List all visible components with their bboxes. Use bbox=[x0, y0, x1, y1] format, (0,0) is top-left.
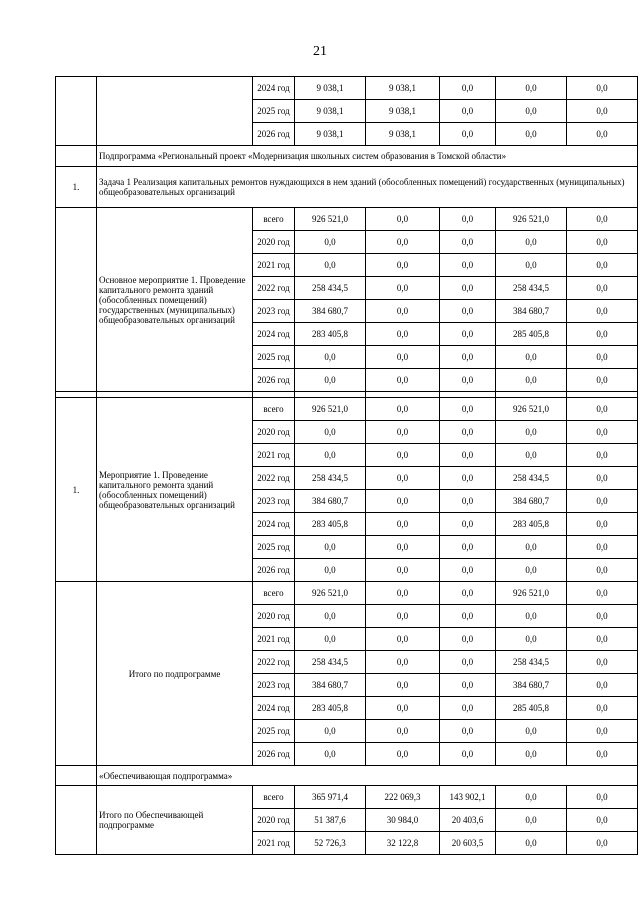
value-cell: 0,0 bbox=[295, 628, 366, 651]
year-cell: 2025 год bbox=[253, 100, 295, 123]
value-cell: 222 069,3 bbox=[366, 786, 440, 809]
value-cell: 0,0 bbox=[295, 231, 366, 254]
value-cell: 9 038,1 bbox=[295, 77, 366, 100]
year-cell: 2024 год bbox=[253, 77, 295, 100]
value-cell: 0,0 bbox=[567, 674, 638, 697]
year-cell: 2021 год bbox=[253, 628, 295, 651]
value-cell: 0,0 bbox=[496, 444, 567, 467]
value-cell: 0,0 bbox=[496, 536, 567, 559]
value-cell: 0,0 bbox=[295, 369, 366, 392]
table-row bbox=[56, 77, 638, 100]
value-cell: 0,0 bbox=[440, 277, 496, 300]
value-cell: 384 680,7 bbox=[496, 300, 567, 323]
value-cell: 20 603,5 bbox=[440, 832, 496, 855]
table-row bbox=[56, 398, 638, 421]
year-cell: всего bbox=[253, 398, 295, 421]
value-cell: 0,0 bbox=[366, 444, 440, 467]
value-cell: 0,0 bbox=[567, 77, 638, 100]
value-cell: 0,0 bbox=[295, 444, 366, 467]
row-number-cell bbox=[56, 582, 97, 766]
blank-name-cell bbox=[97, 77, 253, 146]
value-cell: 0,0 bbox=[295, 536, 366, 559]
year-cell: всего bbox=[253, 582, 295, 605]
value-cell: 9 038,1 bbox=[366, 77, 440, 100]
value-cell: 0,0 bbox=[440, 369, 496, 392]
year-cell: 2022 год bbox=[253, 277, 295, 300]
value-cell: 0,0 bbox=[295, 346, 366, 369]
value-cell: 926 521,0 bbox=[496, 582, 567, 605]
value-cell: 143 902,1 bbox=[440, 786, 496, 809]
value-cell: 283 405,8 bbox=[496, 513, 567, 536]
value-cell: 384 680,7 bbox=[496, 490, 567, 513]
year-cell: 2022 год bbox=[253, 467, 295, 490]
year-cell: 2023 год bbox=[253, 674, 295, 697]
value-cell: 0,0 bbox=[496, 559, 567, 582]
value-cell: 0,0 bbox=[440, 490, 496, 513]
value-cell: 0,0 bbox=[295, 605, 366, 628]
value-cell: 0,0 bbox=[440, 100, 496, 123]
value-cell: 0,0 bbox=[496, 369, 567, 392]
support-total-name: Итого по Обеспечивающей подпрограмме bbox=[97, 786, 253, 855]
value-cell: 0,0 bbox=[366, 490, 440, 513]
value-cell: 0,0 bbox=[440, 697, 496, 720]
value-cell: 0,0 bbox=[295, 743, 366, 766]
row-number-cell bbox=[56, 77, 97, 146]
value-cell: 0,0 bbox=[567, 100, 638, 123]
value-cell: 283 405,8 bbox=[295, 697, 366, 720]
value-cell: 0,0 bbox=[567, 490, 638, 513]
value-cell: 0,0 bbox=[567, 743, 638, 766]
value-cell: 0,0 bbox=[567, 786, 638, 809]
value-cell: 258 434,5 bbox=[496, 651, 567, 674]
year-cell: 2026 год bbox=[253, 123, 295, 146]
value-cell: 258 434,5 bbox=[496, 277, 567, 300]
year-cell: 2023 год bbox=[253, 300, 295, 323]
value-cell: 0,0 bbox=[496, 832, 567, 855]
year-cell: 2026 год bbox=[253, 559, 295, 582]
value-cell: 0,0 bbox=[366, 323, 440, 346]
value-cell: 0,0 bbox=[567, 369, 638, 392]
row-number-cell: 1. bbox=[56, 398, 97, 582]
value-cell: 926 521,0 bbox=[496, 208, 567, 231]
subprogram-total-name: Итого по подпрограмме bbox=[97, 582, 253, 766]
value-cell: 0,0 bbox=[440, 559, 496, 582]
support-subprogram-title bbox=[56, 766, 638, 786]
value-cell: 0,0 bbox=[366, 277, 440, 300]
value-cell: 0,0 bbox=[440, 254, 496, 277]
value-cell: 0,0 bbox=[295, 720, 366, 743]
value-cell: 0,0 bbox=[366, 651, 440, 674]
year-cell: всего bbox=[253, 786, 295, 809]
value-cell: 0,0 bbox=[496, 123, 567, 146]
value-cell: 0,0 bbox=[366, 697, 440, 720]
value-cell: 9 038,1 bbox=[295, 123, 366, 146]
year-cell: 2020 год bbox=[253, 231, 295, 254]
value-cell: 0,0 bbox=[496, 628, 567, 651]
subprogram-title bbox=[56, 146, 638, 167]
year-cell: 2024 год bbox=[253, 323, 295, 346]
value-cell: 0,0 bbox=[440, 398, 496, 421]
value-cell: 0,0 bbox=[567, 559, 638, 582]
value-cell: 283 405,8 bbox=[295, 513, 366, 536]
task-row-text: Задача 1 Реализация капитальных ремонтов нуждающихся в нем зданий (обособленных помещений) государственных (муниципальных) общеобразовательных организаций bbox=[97, 167, 638, 208]
value-cell: 0,0 bbox=[567, 605, 638, 628]
year-cell: 2026 год bbox=[253, 743, 295, 766]
value-cell: 0,0 bbox=[366, 674, 440, 697]
value-cell: 0,0 bbox=[567, 208, 638, 231]
value-cell: 926 521,0 bbox=[295, 398, 366, 421]
value-cell: 0,0 bbox=[366, 346, 440, 369]
year-cell: 2021 год bbox=[253, 254, 295, 277]
value-cell: 926 521,0 bbox=[295, 582, 366, 605]
value-cell: 0,0 bbox=[366, 300, 440, 323]
value-cell: 0,0 bbox=[366, 467, 440, 490]
value-cell: 0,0 bbox=[567, 651, 638, 674]
value-cell: 0,0 bbox=[567, 513, 638, 536]
value-cell: 0,0 bbox=[366, 208, 440, 231]
value-cell: 0,0 bbox=[440, 513, 496, 536]
value-cell: 0,0 bbox=[366, 421, 440, 444]
value-cell: 0,0 bbox=[567, 254, 638, 277]
value-cell: 258 434,5 bbox=[295, 651, 366, 674]
value-cell: 0,0 bbox=[366, 536, 440, 559]
value-cell: 0,0 bbox=[567, 697, 638, 720]
year-cell: 2021 год bbox=[253, 832, 295, 855]
value-cell: 384 680,7 bbox=[496, 674, 567, 697]
value-cell: 0,0 bbox=[567, 832, 638, 855]
value-cell: 0,0 bbox=[440, 346, 496, 369]
value-cell: 0,0 bbox=[567, 582, 638, 605]
year-cell: всего bbox=[253, 208, 295, 231]
year-cell: 2025 год bbox=[253, 536, 295, 559]
value-cell: 0,0 bbox=[496, 346, 567, 369]
value-cell: 0,0 bbox=[567, 231, 638, 254]
value-cell: 384 680,7 bbox=[295, 300, 366, 323]
value-cell: 0,0 bbox=[440, 628, 496, 651]
value-cell: 0,0 bbox=[366, 559, 440, 582]
value-cell: 0,0 bbox=[496, 100, 567, 123]
value-cell: 258 434,5 bbox=[496, 467, 567, 490]
value-cell: 0,0 bbox=[440, 674, 496, 697]
value-cell: 0,0 bbox=[440, 444, 496, 467]
value-cell: 384 680,7 bbox=[295, 490, 366, 513]
year-cell: 2026 год bbox=[253, 369, 295, 392]
blank-cell bbox=[56, 146, 97, 167]
value-cell: 0,0 bbox=[295, 421, 366, 444]
value-cell: 9 038,1 bbox=[295, 100, 366, 123]
value-cell: 0,0 bbox=[366, 513, 440, 536]
value-cell: 32 122,8 bbox=[366, 832, 440, 855]
value-cell: 0,0 bbox=[440, 651, 496, 674]
year-cell: 2024 год bbox=[253, 697, 295, 720]
table-row bbox=[56, 582, 638, 605]
row-number-cell bbox=[56, 208, 97, 392]
value-cell: 0,0 bbox=[440, 720, 496, 743]
value-cell: 258 434,5 bbox=[295, 277, 366, 300]
row-number-cell bbox=[56, 786, 97, 855]
value-cell: 0,0 bbox=[366, 720, 440, 743]
year-cell: 2020 год bbox=[253, 809, 295, 832]
value-cell: 0,0 bbox=[440, 421, 496, 444]
value-cell: 0,0 bbox=[440, 582, 496, 605]
value-cell: 0,0 bbox=[440, 467, 496, 490]
value-cell: 0,0 bbox=[496, 421, 567, 444]
value-cell: 0,0 bbox=[496, 743, 567, 766]
value-cell: 0,0 bbox=[496, 809, 567, 832]
value-cell: 285 405,8 bbox=[496, 323, 567, 346]
support-subprogram-title-text: «Обеспечивающая подпрограмма» bbox=[97, 766, 638, 786]
value-cell: 0,0 bbox=[366, 628, 440, 651]
value-cell: 0,0 bbox=[295, 254, 366, 277]
value-cell: 0,0 bbox=[496, 720, 567, 743]
year-cell: 2023 год bbox=[253, 490, 295, 513]
table-row bbox=[56, 786, 638, 809]
subprogram-title-text: Подпрограмма «Региональный проект «Модернизация школьных систем образования в Томской области» bbox=[97, 146, 638, 167]
value-cell: 0,0 bbox=[567, 467, 638, 490]
year-cell: 2021 год bbox=[253, 444, 295, 467]
value-cell: 0,0 bbox=[567, 536, 638, 559]
value-cell: 926 521,0 bbox=[295, 208, 366, 231]
value-cell: 0,0 bbox=[567, 398, 638, 421]
value-cell: 0,0 bbox=[567, 628, 638, 651]
value-cell: 0,0 bbox=[440, 323, 496, 346]
value-cell: 0,0 bbox=[366, 231, 440, 254]
value-cell: 0,0 bbox=[496, 231, 567, 254]
value-cell: 0,0 bbox=[440, 536, 496, 559]
year-cell: 2025 год bbox=[253, 720, 295, 743]
value-cell: 0,0 bbox=[567, 323, 638, 346]
year-cell: 2022 год bbox=[253, 651, 295, 674]
value-cell: 0,0 bbox=[567, 300, 638, 323]
value-cell: 0,0 bbox=[366, 582, 440, 605]
task-row bbox=[56, 167, 638, 208]
value-cell: 0,0 bbox=[567, 421, 638, 444]
value-cell: 51 387,6 bbox=[295, 809, 366, 832]
value-cell: 0,0 bbox=[366, 254, 440, 277]
value-cell: 0,0 bbox=[366, 743, 440, 766]
value-cell: 0,0 bbox=[496, 254, 567, 277]
value-cell: 0,0 bbox=[567, 444, 638, 467]
value-cell: 0,0 bbox=[440, 743, 496, 766]
value-cell: 0,0 bbox=[496, 605, 567, 628]
value-cell: 0,0 bbox=[366, 605, 440, 628]
value-cell: 0,0 bbox=[440, 208, 496, 231]
value-cell: 384 680,7 bbox=[295, 674, 366, 697]
budget-table bbox=[55, 76, 638, 855]
year-cell: 2020 год bbox=[253, 605, 295, 628]
main-event-name: Основное мероприятие 1. Проведение капитального ремонта зданий (обособленных помещений) государственных (муниципальных) общеобразовательных организаций bbox=[97, 208, 253, 392]
table-row bbox=[56, 208, 638, 231]
value-cell: 0,0 bbox=[440, 605, 496, 628]
value-cell: 283 405,8 bbox=[295, 323, 366, 346]
year-cell: 2025 год bbox=[253, 346, 295, 369]
value-cell: 258 434,5 bbox=[295, 467, 366, 490]
value-cell: 0,0 bbox=[366, 398, 440, 421]
value-cell: 365 971,4 bbox=[295, 786, 366, 809]
value-cell: 0,0 bbox=[567, 277, 638, 300]
value-cell: 30 984,0 bbox=[366, 809, 440, 832]
blank-cell bbox=[56, 766, 97, 786]
value-cell: 0,0 bbox=[567, 123, 638, 146]
page-number: 21 bbox=[313, 44, 327, 59]
value-cell: 0,0 bbox=[567, 809, 638, 832]
year-cell: 2020 год bbox=[253, 421, 295, 444]
value-cell: 20 403,6 bbox=[440, 809, 496, 832]
year-cell: 2024 год bbox=[253, 513, 295, 536]
value-cell: 285 405,8 bbox=[496, 697, 567, 720]
value-cell: 0,0 bbox=[440, 231, 496, 254]
value-cell: 926 521,0 bbox=[496, 398, 567, 421]
value-cell: 0,0 bbox=[567, 720, 638, 743]
value-cell: 0,0 bbox=[567, 346, 638, 369]
value-cell: 0,0 bbox=[440, 77, 496, 100]
value-cell: 9 038,1 bbox=[366, 123, 440, 146]
value-cell: 9 038,1 bbox=[366, 100, 440, 123]
value-cell: 0,0 bbox=[496, 77, 567, 100]
value-cell: 0,0 bbox=[440, 123, 496, 146]
value-cell: 0,0 bbox=[440, 300, 496, 323]
value-cell: 52 726,3 bbox=[295, 832, 366, 855]
value-cell: 0,0 bbox=[496, 786, 567, 809]
event-name: Мероприятие 1. Проведение капитального ремонта зданий (обособленных помещений) общеобразовательных организаций bbox=[97, 398, 253, 582]
value-cell: 0,0 bbox=[295, 559, 366, 582]
value-cell: 0,0 bbox=[366, 369, 440, 392]
row-number-cell: 1. bbox=[56, 167, 97, 208]
